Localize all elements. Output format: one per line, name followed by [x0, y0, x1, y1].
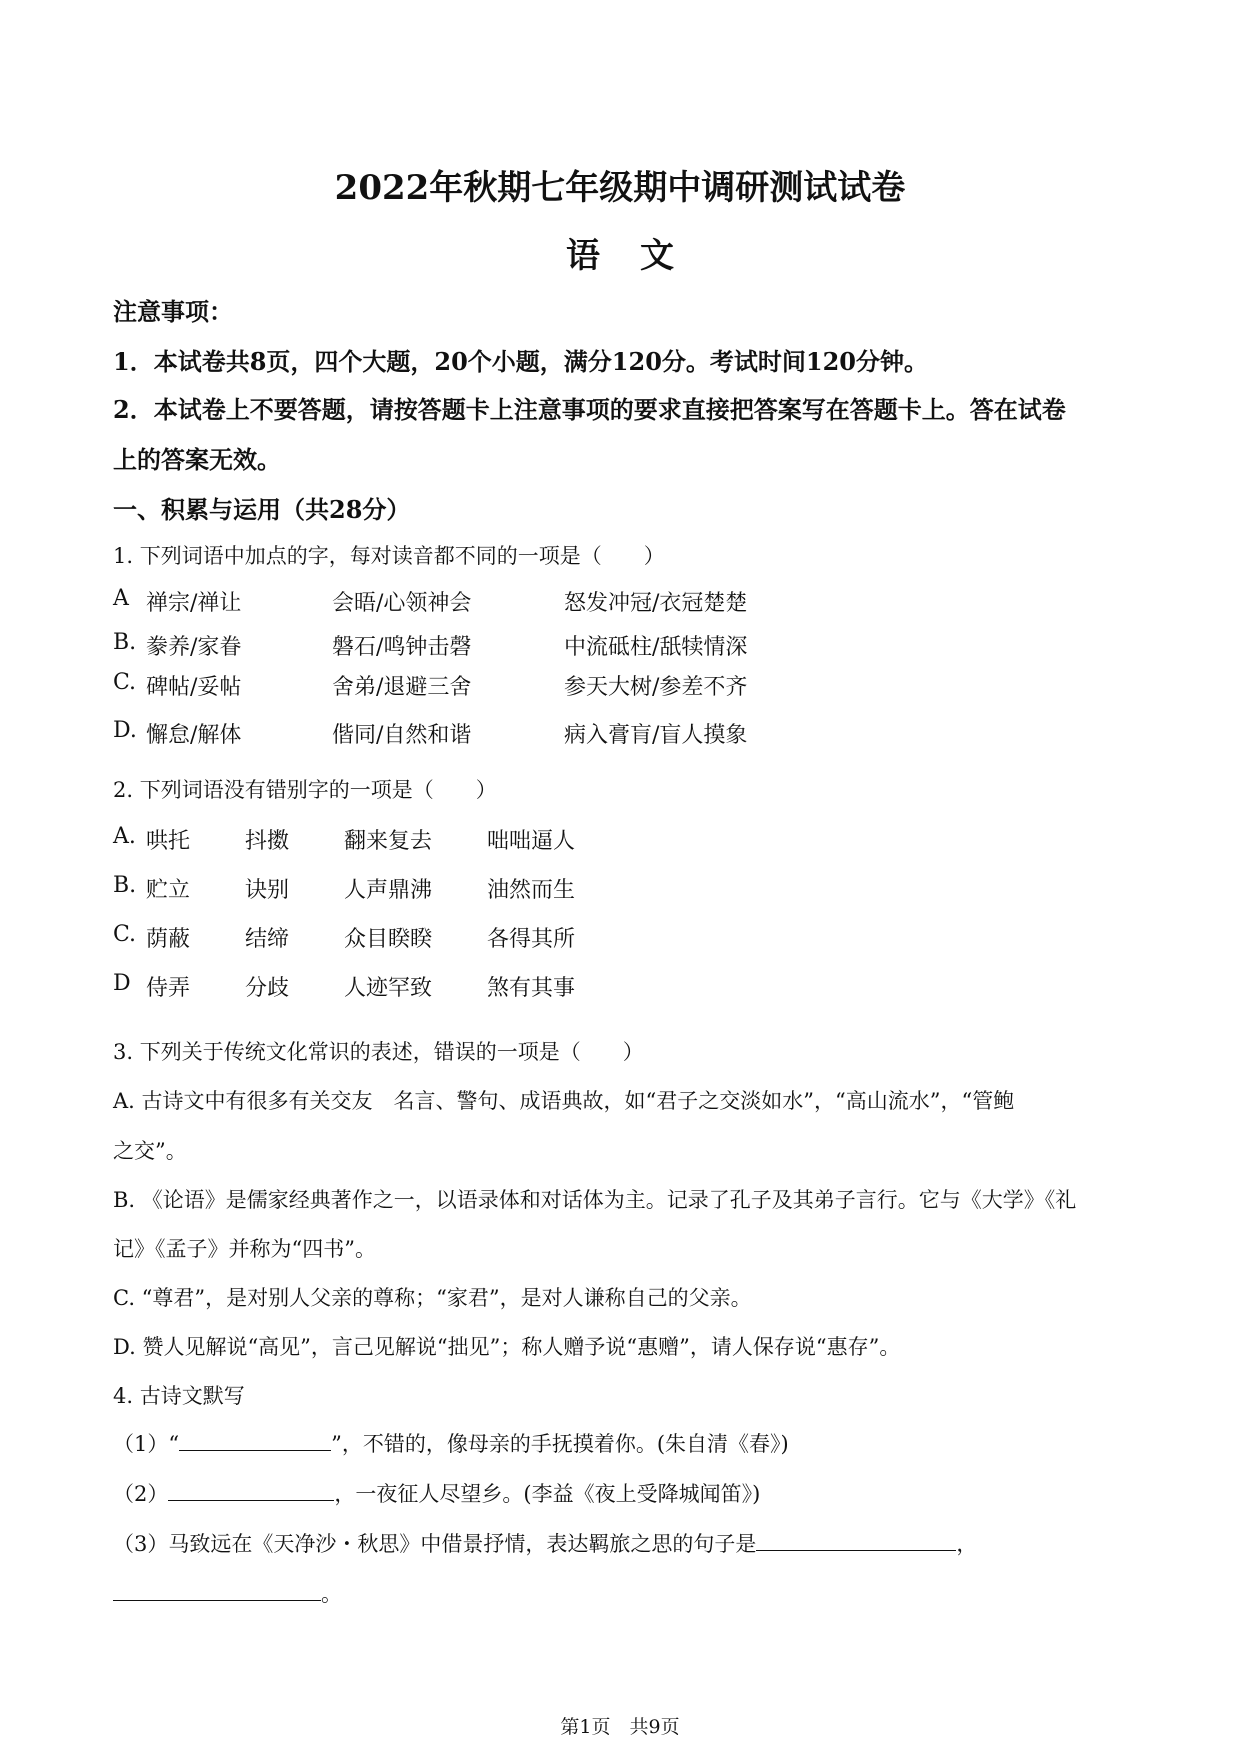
subject-title: 语文	[566, 236, 714, 276]
q4-part-1	[113, 1428, 789, 1458]
q4-part-3-line-2	[113, 1578, 342, 1608]
option-label: B.	[113, 630, 137, 655]
q4-part-2-suffix: ，一夜征人尽望乡。(李益《夜上受降城闻笛》)	[334, 1482, 761, 1506]
option-pair: 偕同/自然和谐	[332, 723, 472, 748]
option-pair: 中流砥柱/舐犊情深	[564, 635, 748, 660]
option-pair: 怒发冲冠/衣冠楚楚	[564, 591, 748, 616]
option-label: C.	[113, 670, 137, 695]
option-label: B.	[113, 873, 137, 898]
q4-part-1-prefix: （1）“	[113, 1432, 180, 1456]
q1-stem: 1. 下列词语中加点的字，每对读音都不同的一项是（ ）	[113, 544, 665, 568]
q2-stem: 2. 下列词语没有错别字的一项是（ ）	[113, 778, 497, 802]
q4-part-3	[113, 1528, 977, 1558]
option-pair: 会晤/心领神会	[332, 591, 472, 616]
option-pair: 懈怠/解体	[146, 723, 242, 748]
option-pair: 磐石/鸣钟击磬	[332, 635, 472, 660]
option-word: 各得其所	[487, 927, 576, 952]
q4-part-3-suffix: ，	[956, 1532, 978, 1556]
option-word: 荫蔽	[146, 927, 191, 952]
q4-stem: 4. 古诗文默写	[113, 1384, 245, 1408]
option-word: 贮立	[146, 878, 191, 903]
option-word: 煞有其事	[487, 976, 576, 1001]
option-label: D.	[113, 718, 137, 743]
answer-blank[interactable]	[756, 1528, 956, 1551]
option-label: A.	[113, 824, 136, 849]
q3-option-a-line-2: 之交”。	[113, 1139, 187, 1163]
q3-option-a-line-1: A. 古诗文中有很多有关交友 名言、警句、成语典故，如“君子之交淡如水”，“高山流水”，“管鲍	[113, 1089, 1015, 1113]
section-1-heading: 一、积累与运用（共28分）	[113, 495, 411, 524]
option-pair: 病入膏肓/盲人摸象	[564, 723, 748, 748]
page-footer: 第1页 共9页	[560, 1716, 680, 1738]
q4-part-2	[113, 1478, 760, 1508]
option-word: 结缔	[245, 927, 290, 952]
option-word: 咄咄逼人	[487, 829, 576, 854]
answer-blank[interactable]	[179, 1428, 331, 1451]
option-label: D	[113, 971, 131, 996]
option-pair: 禅宗/禅让	[146, 591, 242, 616]
notice-item-2-line-1: 2．本试卷上不要答题，请按答题卡上注意事项的要求直接把答案写在答题卡上。答在试卷	[113, 395, 1066, 424]
q3-stem: 3. 下列关于传统文化常识的表述，错误的一项是（ ）	[113, 1040, 644, 1064]
q4-part-3-prefix: （3）马致远在《天净沙・秋思》中借景抒情，表达羁旅之思的句子是	[113, 1532, 757, 1556]
notice-heading: 注意事项：	[113, 297, 233, 326]
option-label: A	[113, 586, 129, 611]
q3-option-c: C. “尊君”，是对别人父亲的尊称；“家君”，是对人谦称自己的父亲。	[113, 1286, 752, 1310]
option-pair: 豢养/家眷	[146, 635, 242, 660]
option-pair: 参天大树/参差不齐	[564, 675, 748, 700]
q4-part-1-suffix: ”，不错的，像母亲的手抚摸着你。(朱自清《春》)	[331, 1432, 789, 1456]
option-pair: 舍弟/退避三舍	[332, 675, 472, 700]
option-word: 哄托	[146, 829, 191, 854]
answer-blank[interactable]	[113, 1578, 321, 1601]
option-label: C.	[113, 922, 137, 947]
option-word: 翻来复去	[344, 829, 433, 854]
answer-blank[interactable]	[168, 1478, 334, 1501]
notice-item-1: 1．本试卷共8页，四个大题，20个小题，满分120分。考试时间120分钟。	[113, 347, 928, 376]
q3-option-b-line-1: B. 《论语》是儒家经典著作之一，以语录体和对话体为主。记录了孔子及其弟子言行。它与《大学》《礼	[113, 1188, 1077, 1212]
exam-title: 2022年秋期七年级期中调研测试试卷	[334, 168, 906, 208]
option-word: 抖擞	[245, 829, 290, 854]
q4-part-2-prefix: （2）	[113, 1482, 169, 1506]
q3-option-b-line-2: 记》《孟子》并称为“四书”。	[113, 1237, 376, 1261]
option-word: 油然而生	[487, 878, 576, 903]
option-word: 众目睽睽	[344, 927, 433, 952]
option-word: 分歧	[245, 976, 290, 1001]
q3-option-d: D. 赞人见解说“高见”，言己见解说“拙见”；称人赠予说“惠赠”，请人保存说“惠存”。	[113, 1335, 901, 1359]
option-word: 诀别	[245, 878, 290, 903]
option-word: 侍弄	[146, 976, 191, 1001]
option-word: 人声鼎沸	[344, 878, 433, 903]
notice-item-2-line-2: 上的答案无效。	[113, 445, 281, 474]
option-pair: 碑帖/妥帖	[146, 675, 242, 700]
q4-part-3-end: 。	[321, 1582, 342, 1606]
option-word: 人迹罕致	[344, 976, 433, 1001]
